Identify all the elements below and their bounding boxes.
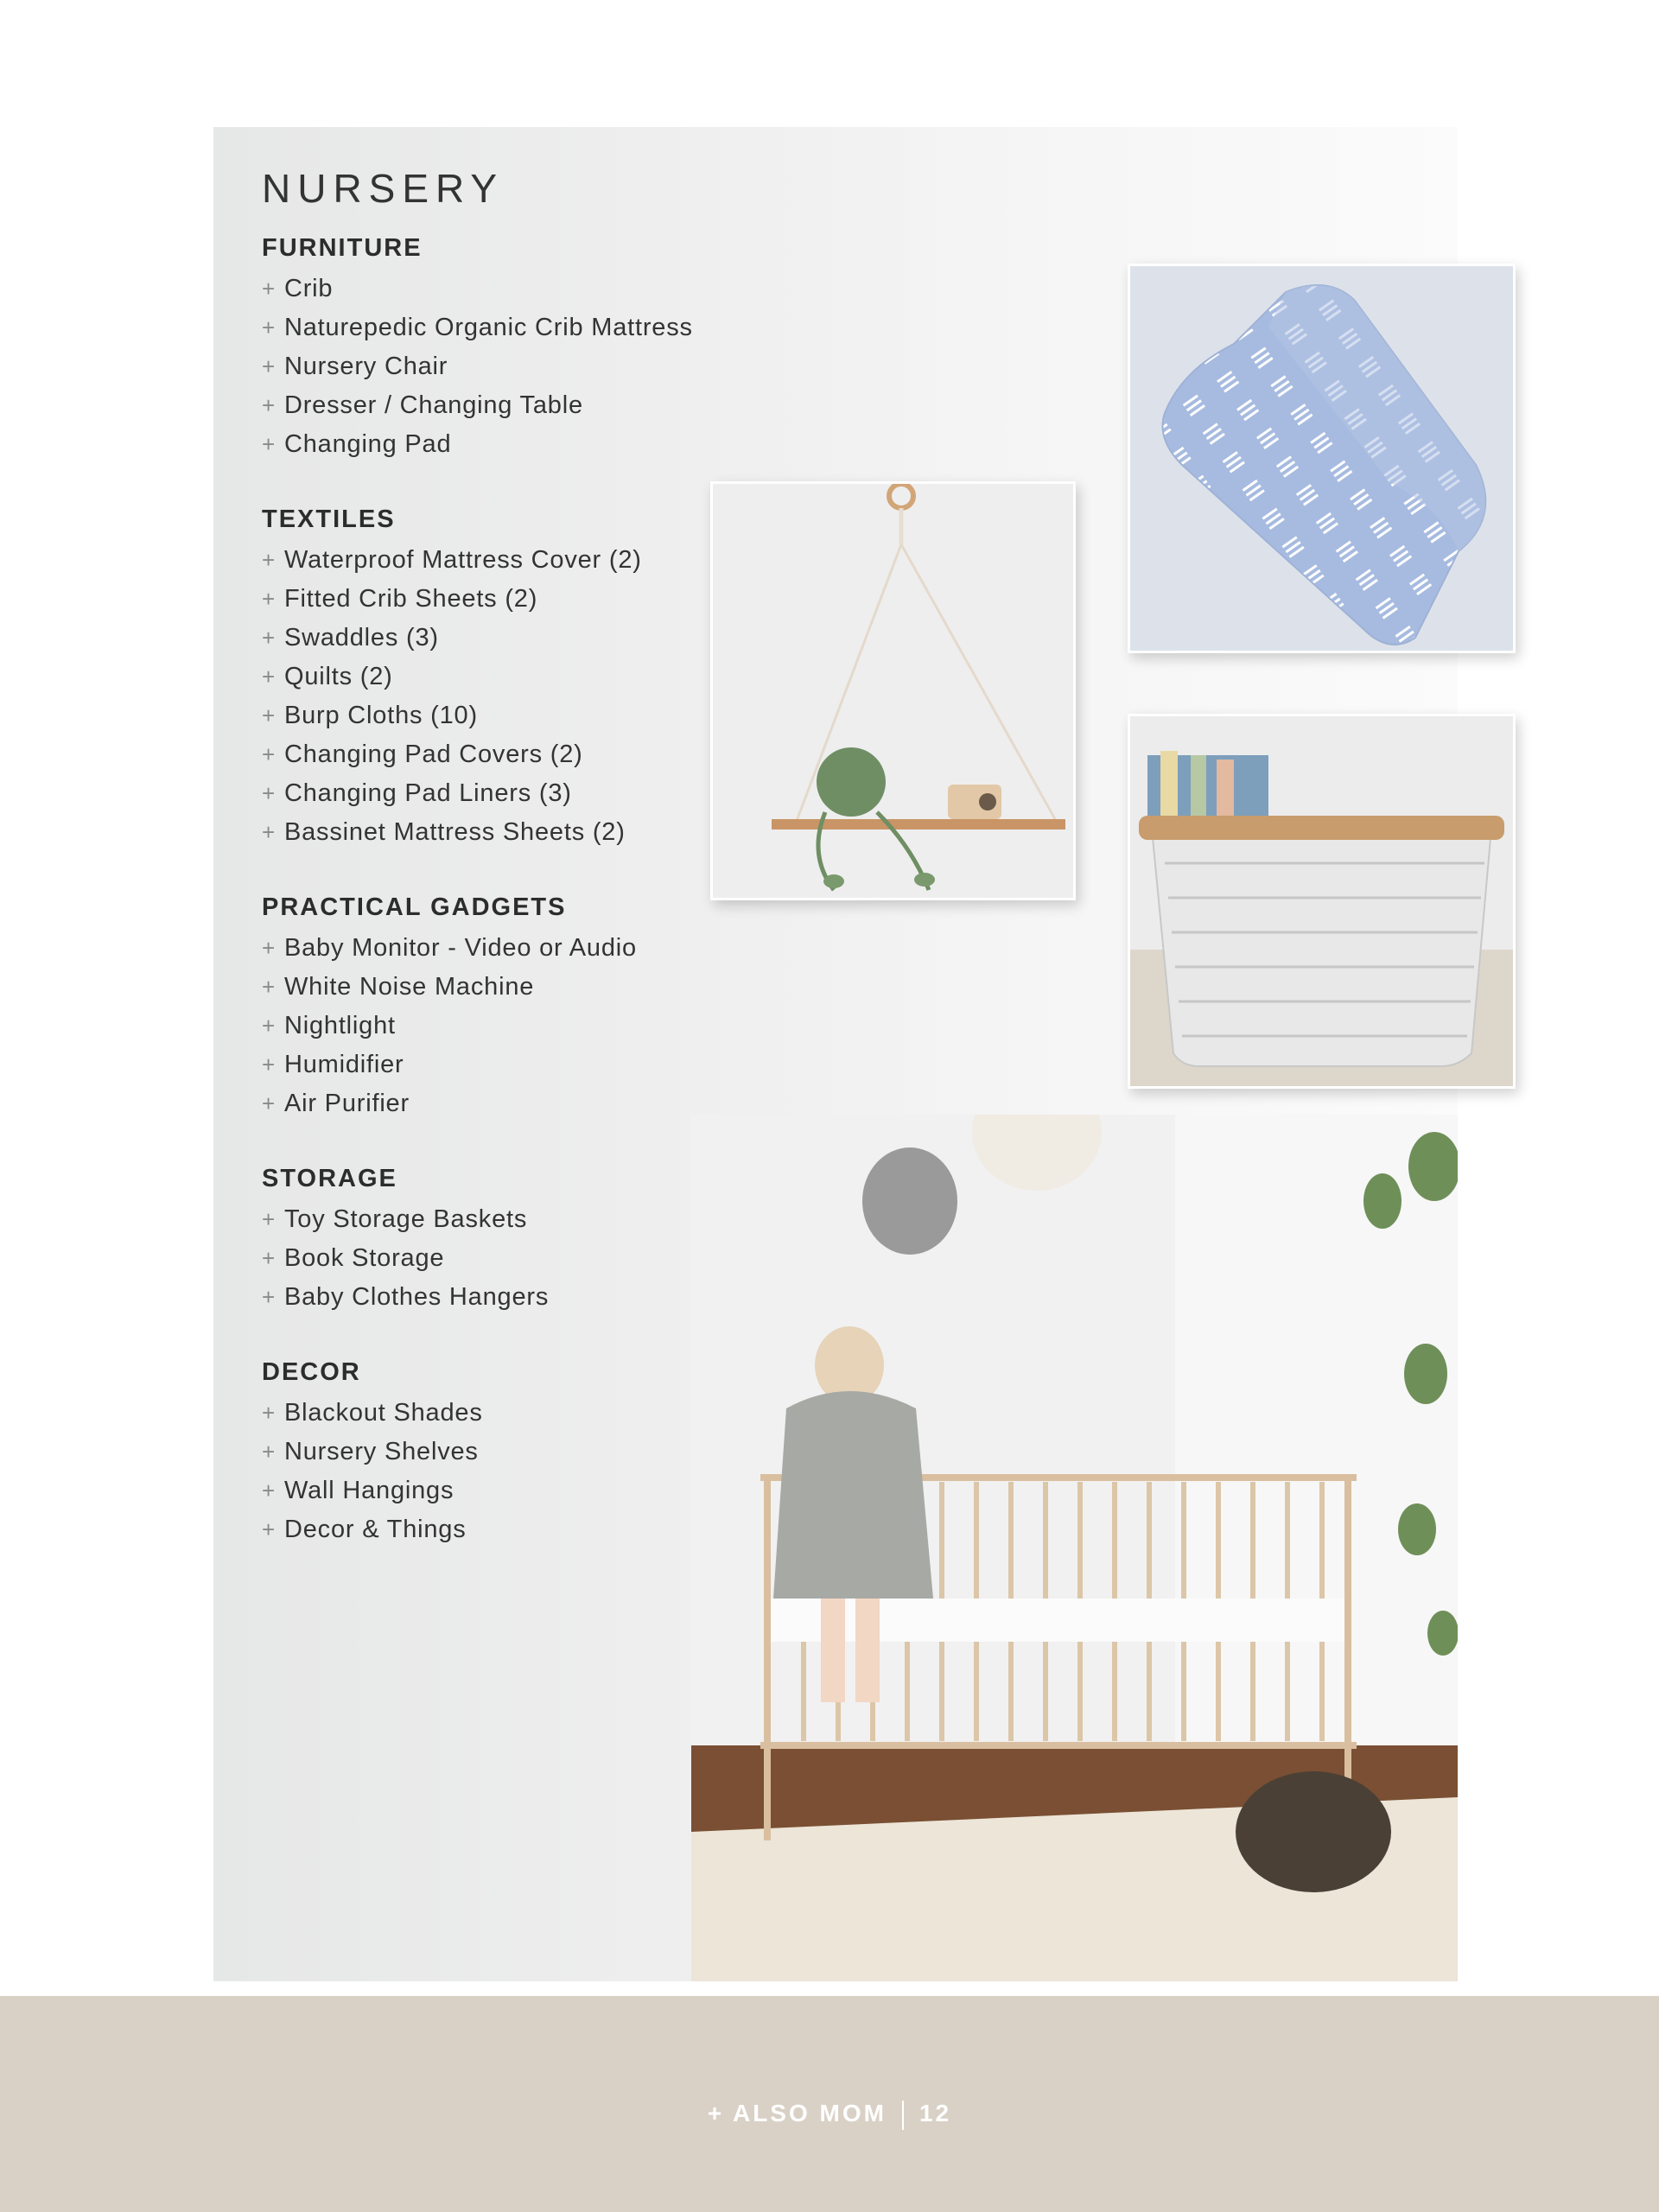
plus-bullet-icon: + xyxy=(262,625,276,651)
page-number: 12 xyxy=(918,2100,952,2126)
footer-divider xyxy=(902,2101,904,2130)
checklist-item xyxy=(262,1239,711,1278)
plus-bullet-icon: + xyxy=(262,819,276,845)
plus-bullet-icon: + xyxy=(262,392,276,418)
plus-bullet-icon: + xyxy=(262,974,276,1000)
plus-bullet-icon: + xyxy=(262,1206,276,1232)
plus-bullet-icon: + xyxy=(262,315,276,340)
section-heading: PRACTICAL GADGETS xyxy=(262,893,567,921)
section-heading: STORAGE xyxy=(262,1165,397,1192)
plus-bullet-icon: + xyxy=(262,702,276,728)
checklist-item-label: Naturepedic Organic Crib Mattress xyxy=(283,314,693,341)
plus-bullet-icon: + xyxy=(262,1090,276,1116)
woven-basket-illustration xyxy=(1130,716,1513,1086)
checklist-item-label: Fitted Crib Sheets (2) xyxy=(283,585,538,613)
plus-bullet-icon: + xyxy=(262,431,276,457)
checklist-item xyxy=(262,1007,711,1046)
checklist-item xyxy=(262,1278,711,1317)
plus-bullet-icon: + xyxy=(262,1013,276,1039)
plus-bullet-icon: + xyxy=(262,1516,276,1542)
checklist-item xyxy=(262,386,711,425)
checklist-item-label: Air Purifier xyxy=(283,1090,410,1117)
checklist-item xyxy=(262,541,711,580)
section-textiles xyxy=(262,503,711,852)
checklist-item-label: Changing Pad Covers (2) xyxy=(283,741,583,768)
hanging-shelf-illustration xyxy=(713,484,1073,898)
section-heading: DECOR xyxy=(262,1358,361,1386)
checklist-item-label: White Noise Machine xyxy=(283,973,535,1001)
checklist-sections xyxy=(262,232,711,1549)
crib-scene-illustration xyxy=(691,1115,1458,1981)
checklist-item-label: Nightlight xyxy=(283,1012,396,1039)
checklist-item xyxy=(262,1200,711,1239)
checklist-item xyxy=(262,308,711,347)
plus-bullet-icon: + xyxy=(262,1284,276,1310)
section-heading: FURNITURE xyxy=(262,234,423,262)
checklist-item xyxy=(262,1471,711,1510)
plus-bullet-icon: + xyxy=(262,1052,276,1077)
plus-bullet-icon: + xyxy=(262,353,276,379)
checklist-item xyxy=(262,347,711,386)
checklist-item xyxy=(262,425,711,464)
plus-bullet-icon: + xyxy=(262,741,276,767)
plus-bullet-icon: + xyxy=(262,664,276,690)
checklist-item-label: Humidifier xyxy=(283,1051,404,1078)
section-furniture xyxy=(262,232,711,464)
rolled-swaddle-illustration xyxy=(1130,266,1513,651)
plus-bullet-icon: + xyxy=(262,1439,276,1465)
section-storage xyxy=(262,1162,711,1317)
checklist-item-label: Crib xyxy=(283,275,334,302)
checklist-item xyxy=(262,270,711,308)
plus-bullet-icon: + xyxy=(262,276,276,302)
checklist-item xyxy=(262,1084,711,1123)
basket-photo xyxy=(1128,714,1516,1089)
footer-brand: + ALSO MOM xyxy=(707,2100,887,2126)
page-title: NURSERY xyxy=(262,166,505,211)
plus-bullet-icon: + xyxy=(262,1478,276,1503)
checklist-item-label: Dresser / Changing Table xyxy=(283,391,583,419)
checklist-item-label: Baby Clothes Hangers xyxy=(283,1283,550,1311)
checklist-item-label: Baby Monitor - Video or Audio xyxy=(283,934,637,962)
checklist-item xyxy=(262,1046,711,1084)
nursery-checklist xyxy=(262,164,711,1588)
checklist-item xyxy=(262,1394,711,1433)
checklist-item-label: Nursery Shelves xyxy=(283,1438,479,1465)
checklist-item xyxy=(262,658,711,696)
checklist-item xyxy=(262,696,711,735)
checklist-item xyxy=(262,968,711,1007)
section-decor xyxy=(262,1356,711,1549)
checklist-item-label: Waterproof Mattress Cover (2) xyxy=(283,546,642,574)
checklist-item-label: Changing Pad Liners (3) xyxy=(283,779,572,807)
plus-bullet-icon: + xyxy=(262,1245,276,1271)
plus-bullet-icon: + xyxy=(262,586,276,612)
hanging-shelf-photo xyxy=(710,481,1076,900)
checklist-item-label: Changing Pad xyxy=(283,430,452,458)
checklist-item xyxy=(262,735,711,774)
checklist-item-label: Quilts (2) xyxy=(283,663,393,690)
plus-bullet-icon: + xyxy=(262,935,276,961)
checklist-item-label: Book Storage xyxy=(283,1244,445,1272)
plus-bullet-icon: + xyxy=(262,547,276,573)
plus-bullet-icon: + xyxy=(262,780,276,806)
plus-bullet-icon: + xyxy=(262,1400,276,1426)
checklist-item-label: Toy Storage Baskets xyxy=(283,1205,528,1233)
checklist-item xyxy=(262,580,711,619)
checklist-item xyxy=(262,813,711,852)
checklist-item-label: Bassinet Mattress Sheets (2) xyxy=(283,818,626,846)
checklist-item xyxy=(262,929,711,968)
checklist-item-label: Blackout Shades xyxy=(283,1399,483,1427)
section-heading: TEXTILES xyxy=(262,505,396,533)
footer-label xyxy=(0,2096,1659,2131)
nursery-room-photo xyxy=(691,1115,1458,1981)
checklist-item-label: Swaddles (3) xyxy=(283,624,439,652)
checklist-item xyxy=(262,1433,711,1471)
swaddle-photo xyxy=(1128,264,1516,653)
checklist-item xyxy=(262,1510,711,1549)
checklist-item-label: Burp Cloths (10) xyxy=(283,702,478,729)
checklist-item xyxy=(262,774,711,813)
checklist-item-label: Nursery Chair xyxy=(283,353,448,380)
checklist-item-label: Decor & Things xyxy=(283,1516,467,1543)
section-practical-gadgets xyxy=(262,891,711,1123)
checklist-item-label: Wall Hangings xyxy=(283,1477,454,1504)
checklist-item xyxy=(262,619,711,658)
